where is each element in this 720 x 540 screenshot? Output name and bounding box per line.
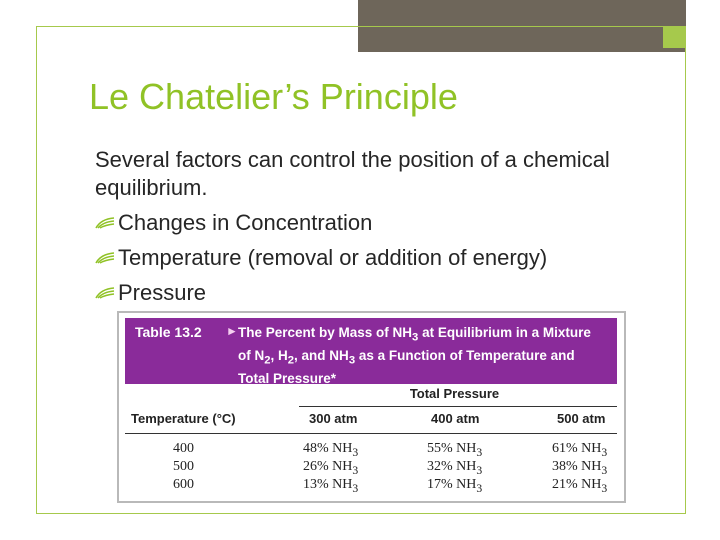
table-cell-temp: 500 [173,459,194,474]
table-number: Table 13.2 [135,324,202,340]
bullet-text: Changes in Concentration [118,210,373,235]
table-cell: 17% $NH_3$ [427,477,483,495]
bullet-text: Pressure [118,280,207,305]
wing-bullet-icon [95,217,115,229]
wing-bullet-icon [95,287,115,299]
header-bottom-rule [125,433,617,434]
col-header-300atm: 300 atm [309,411,358,426]
table-cell: 38% $NH_3$ [552,459,608,477]
caption-arrow-icon: ► [226,324,238,338]
slide-title: Le Chatelier’s Principle [89,76,458,117]
table-caption: The Percent by Mass of $NH_3$ at Equilibrium in a Mixture of $N_2$, $H_2$, and $NH_3$ as a Function of Temperature and Total Pressure* [238,325,591,387]
table-caption-header [125,318,617,387]
table-cell: 32% $NH_3$ [427,459,483,477]
table-cell: 48% $NH_3$ [303,441,359,459]
corner-accent [663,26,685,48]
col-header-temperature: Temperature (°C) [131,411,236,426]
table-cell-temp: 400 [173,441,194,456]
table-cell: 26% $NH_3$ [303,459,359,477]
wing-bullet-icon [95,252,115,264]
header-rule [299,406,617,407]
table-cell: 55% $NH_3$ [427,441,483,459]
table-cell: 21% $NH_3$ [552,477,608,495]
intro-text: Several factors can control the position of a chemical equilibrium. [95,147,610,200]
equilibrium-table-figure [117,311,626,503]
table-cell: 13% $NH_3$ [303,477,359,495]
col-header-400atm: 400 atm [431,411,480,426]
table-cell-temp: 600 [173,477,194,492]
col-header-500atm: 500 atm [557,411,606,426]
bullet-item [95,245,547,271]
total-pressure-header: Total Pressure [409,386,500,401]
bullet-item [95,280,206,306]
bullet-item [95,210,372,236]
table-cell: 61% $NH_3$ [552,441,608,459]
bullet-text: Temperature (removal or addition of energy) [118,245,548,270]
